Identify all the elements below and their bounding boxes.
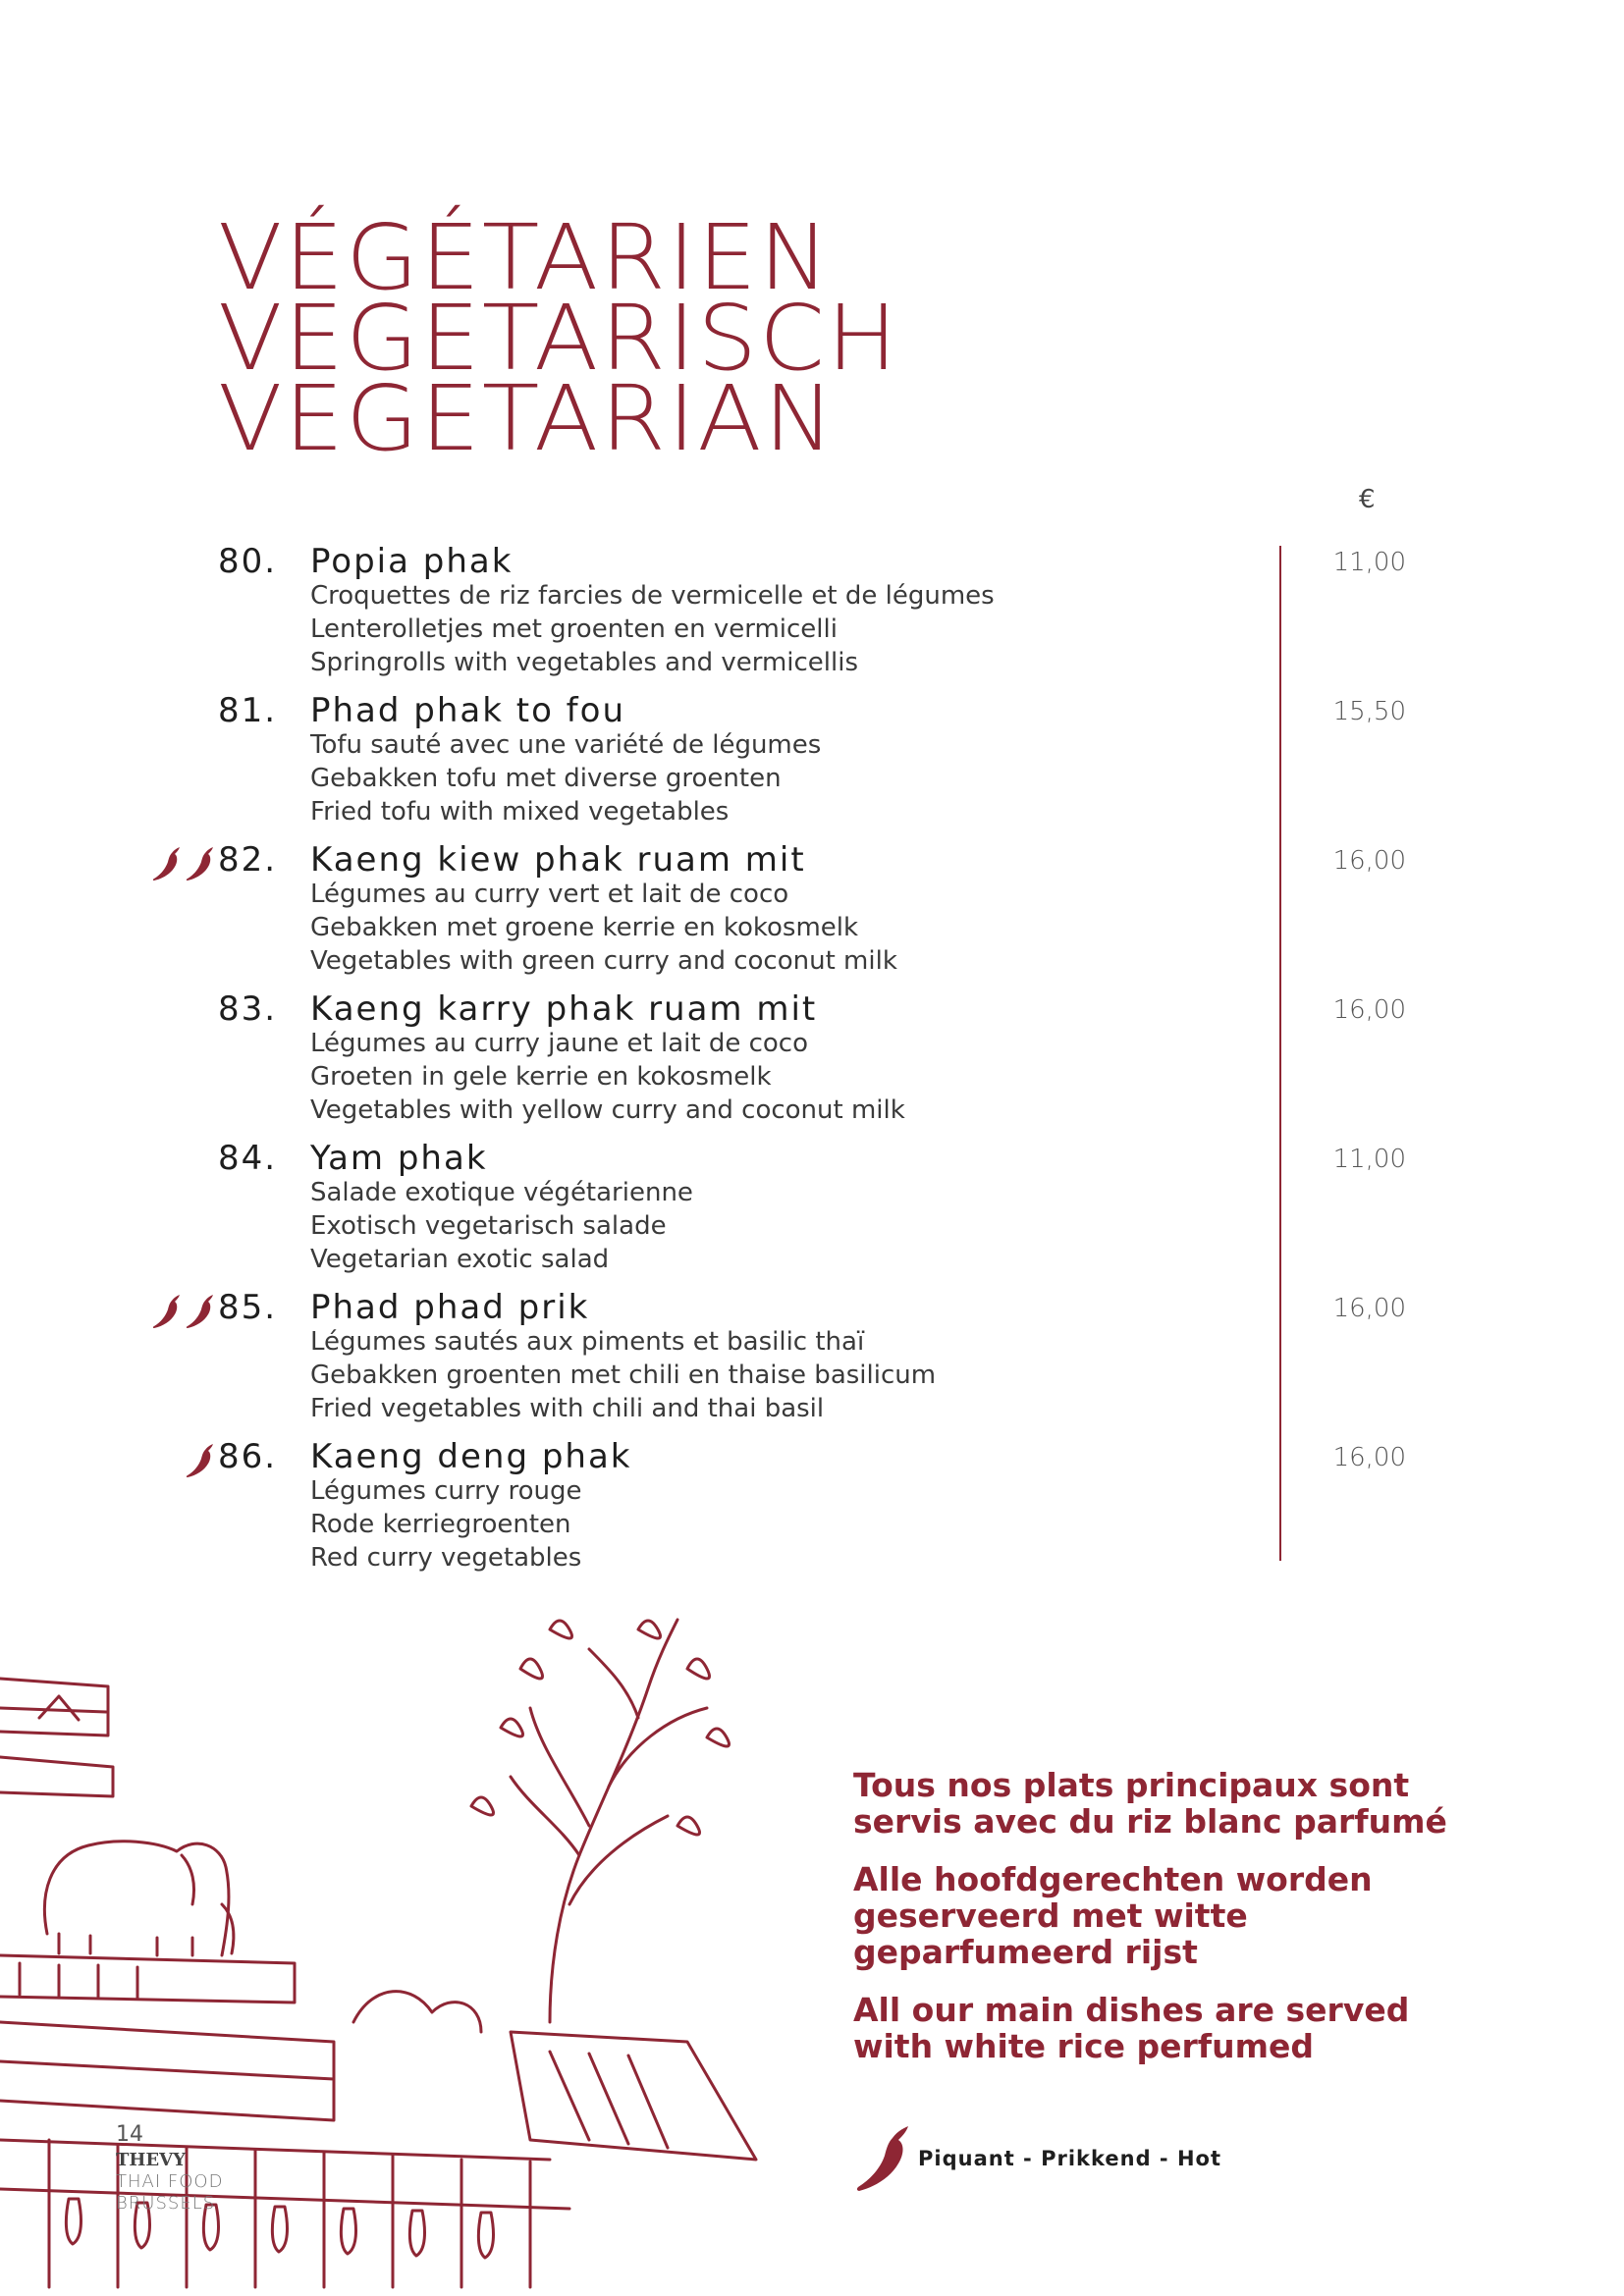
item-description-fr: Légumes au curry jaune et lait de coco [310,1029,808,1058]
item-name: Kaeng karry phak ruam mit [310,989,818,1029]
item-description-nl: Gebakken tofu met diverse groenten [310,764,782,793]
item-description-nl: Groeten in gele kerrie en kokosmelk [310,1062,772,1092]
item-price: 16,00 [1332,1294,1406,1323]
page-title [218,205,900,471]
chili-pepper-icon [185,1294,216,1329]
item-price: 11,00 [1332,1145,1406,1174]
item-description-fr: Salade exotique végétarienne [310,1178,693,1207]
rice-note-fr: Tous nos plats principaux sont servis avec du riz blanc parfumé [853,1766,1447,1841]
item-price: 16,00 [1332,1443,1406,1472]
menu-item [0,1437,1624,1584]
rice-note-nl: Alle hoofdgerechten worden geserveerd met witte geparfumeerd rijst [853,1860,1373,1971]
item-number: 82. [218,840,278,880]
brand-name: THEVY [116,2150,186,2170]
item-price: 15,50 [1332,697,1406,726]
item-description-en: Vegetables with green curry and coconut milk [310,946,897,976]
item-description-nl: Gebakken met groene kerrie en kokosmelk [310,913,859,942]
item-name: Yam phak [310,1139,488,1178]
chili-pepper-icon [151,846,183,881]
item-number: 81. [218,691,278,730]
menu-item [0,542,1624,689]
item-name: Phad phak to fou [310,691,625,730]
item-description-fr: Légumes curry rouge [310,1476,582,1506]
item-name: Kaeng kiew phak ruam mit [310,840,806,880]
menu-item [0,989,1624,1137]
brand-tagline: THAI FOOD [116,2171,224,2192]
item-description-en: Red curry vegetables [310,1543,582,1573]
spice-indicator [145,1294,216,1329]
spice-indicator [145,697,216,732]
item-description-fr: Légumes sautés aux piments et basilic thaï [310,1327,865,1357]
item-number: 86. [218,1437,278,1476]
item-price: 16,00 [1332,995,1406,1025]
rice-note-en: All our main dishes are served with white rice perfumed [853,1991,1410,2065]
spice-indicator [145,1443,216,1478]
menu-item [0,1288,1624,1435]
item-description-en: Springrolls with vegetables and vermicellis [310,648,859,677]
item-description-en: Vegetarian exotic salad [310,1245,610,1274]
item-name: Phad phad prik [310,1288,590,1327]
title-line-fr: VÉGÉTARIEN [218,205,832,310]
item-number: 84. [218,1139,278,1178]
chili-pepper-icon [185,846,216,881]
title-line-en: VEGETARIAN [218,366,837,471]
item-description-fr: Croquettes de riz farcies de vermicelle et de légumes [310,581,995,611]
item-description-fr: Tofu sauté avec une variété de légumes [310,730,822,760]
item-description-nl: Gebakken groenten met chili en thaise basilicum [310,1361,937,1390]
item-description-nl: Exotisch vegetarisch salade [310,1211,667,1241]
spice-indicator [145,548,216,583]
chili-pepper-icon [185,1443,216,1478]
brand-logo [116,2150,223,2215]
item-price: 11,00 [1332,548,1406,577]
item-description-nl: Rode kerriegroenten [310,1510,571,1539]
item-name: Kaeng deng phak [310,1437,632,1476]
page-number: 14 [116,2122,143,2147]
brand-city: BRUSSELS [116,2193,216,2214]
spice-legend [853,2124,1221,2193]
item-description-en: Vegetables with yellow curry and coconut milk [310,1095,905,1125]
item-price: 16,00 [1332,846,1406,876]
menu-item [0,840,1624,988]
spice-indicator [145,1145,216,1180]
item-number: 85. [218,1288,278,1327]
spice-indicator [145,846,216,881]
item-description-en: Fried tofu with mixed vegetables [310,797,730,827]
currency-symbol: € [1359,485,1376,514]
item-number: 83. [218,989,278,1029]
menu-item [0,691,1624,838]
chili-pepper-icon [151,1294,183,1329]
item-description-en: Fried vegetables with chili and thai basil [310,1394,825,1423]
rice-note [853,1767,1482,2086]
item-description-fr: Légumes au curry vert et lait de coco [310,880,789,909]
chili-pepper-icon [853,2124,916,2193]
item-description-nl: Lenterolletjes met groenten en vermicelli [310,614,838,644]
item-number: 80. [218,542,278,581]
spice-legend-label: Piquant - Prikkend - Hot [918,2147,1221,2170]
spice-indicator [145,995,216,1031]
title-line-nl: VEGETARISCH [218,286,900,391]
menu-item [0,1139,1624,1286]
item-name: Popia phak [310,542,514,581]
